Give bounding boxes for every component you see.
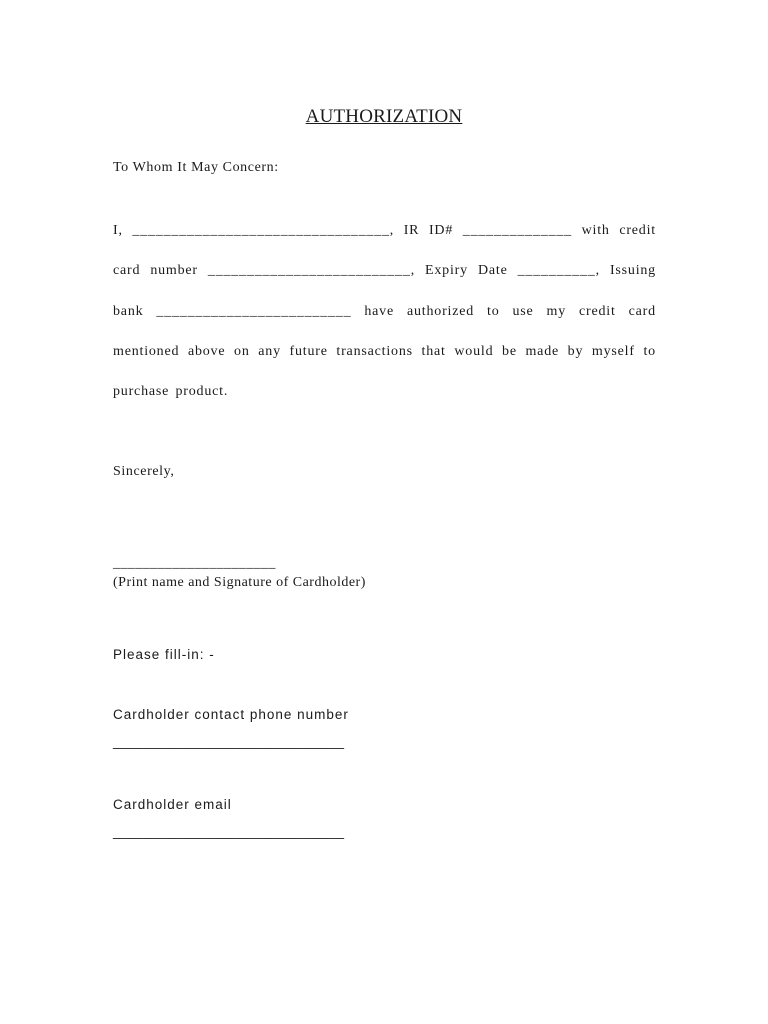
signature-label: (Print name and Signature of Cardholder) bbox=[113, 575, 366, 590]
paragraph-line bbox=[113, 260, 656, 300]
paragraph-word: that bbox=[421, 343, 446, 359]
paragraph-line bbox=[113, 301, 656, 341]
paragraph-word: my bbox=[546, 303, 567, 319]
paragraph-word[interactable]: __________________________, bbox=[207, 263, 416, 279]
paragraph-word: Date bbox=[477, 263, 508, 279]
signature-blank[interactable]: ______________________ bbox=[113, 556, 276, 571]
paragraph-word: card bbox=[628, 303, 656, 319]
paragraph-word: bank bbox=[113, 303, 144, 319]
paragraph-line-last bbox=[113, 381, 656, 421]
email-label: Cardholder email bbox=[113, 797, 232, 812]
paragraph-word: with bbox=[581, 223, 610, 238]
phone-label: Cardholder contact phone number bbox=[113, 707, 349, 722]
paragraph-word: above bbox=[187, 343, 226, 359]
paragraph-word: on bbox=[234, 343, 250, 359]
phone-blank[interactable]: ______________________________ bbox=[113, 734, 345, 749]
paragraph-word: made bbox=[525, 343, 560, 359]
closing: Sincerely, bbox=[113, 464, 175, 479]
paragraph-word: credit bbox=[619, 223, 656, 238]
paragraph-word: use bbox=[512, 303, 534, 319]
paragraph-word[interactable]: __________, bbox=[517, 263, 600, 279]
paragraph-word: authorized bbox=[406, 303, 475, 319]
paragraph-word: purchase product. bbox=[113, 384, 229, 400]
paragraph-word: to bbox=[487, 303, 500, 319]
paragraph-word: have bbox=[364, 303, 394, 319]
authorization-paragraph bbox=[113, 220, 656, 421]
paragraph-word: IR bbox=[403, 223, 420, 238]
paragraph-word: be bbox=[502, 343, 517, 359]
paragraph-line bbox=[113, 341, 656, 381]
paragraph-word: Issuing bbox=[609, 263, 656, 279]
paragraph-word[interactable]: _________________________________, bbox=[132, 223, 395, 238]
document-title: AUTHORIZATION bbox=[305, 106, 463, 127]
fill-in-heading: Please fill-in: - bbox=[113, 647, 215, 662]
paragraph-word: transactions bbox=[336, 343, 413, 359]
paragraph-word: any bbox=[258, 343, 281, 359]
paragraph-word[interactable]: _________________________ bbox=[156, 303, 352, 319]
paragraph-word: myself bbox=[591, 343, 635, 359]
paragraph-word: I, bbox=[113, 223, 123, 238]
paragraph-word: credit bbox=[579, 303, 616, 319]
paragraph-word: ID# bbox=[428, 223, 454, 238]
paragraph-word: would bbox=[454, 343, 494, 359]
paragraph-word: card bbox=[113, 263, 141, 279]
paragraph-word[interactable]: ______________ bbox=[462, 223, 572, 238]
paragraph-word: number bbox=[150, 263, 198, 279]
email-blank[interactable]: ______________________________ bbox=[113, 824, 345, 839]
paragraph-word: by bbox=[567, 343, 584, 359]
paragraph-word: to bbox=[643, 343, 656, 359]
paragraph-word: future bbox=[289, 343, 328, 359]
paragraph-word: Expiry bbox=[425, 263, 468, 279]
paragraph-line bbox=[113, 220, 656, 260]
paragraph-word: mentioned bbox=[113, 343, 180, 359]
greeting: To Whom It May Concern: bbox=[113, 160, 279, 175]
